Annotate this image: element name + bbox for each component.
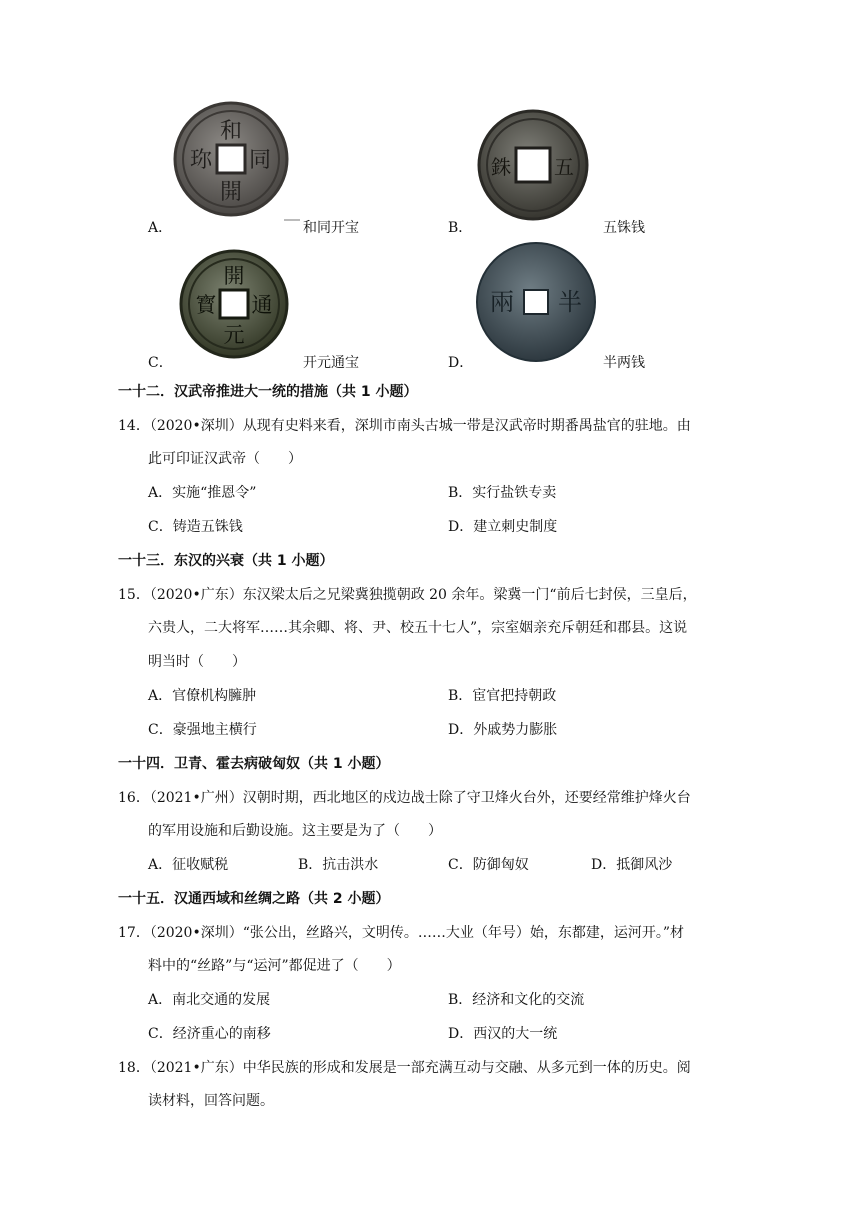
question-18-line-1: 18．（2021•广东）中华民族的形成和发展是一部充满互动与交融、从多元到一体的历史。阅: [118, 1060, 691, 1076]
section-heading: 一十三．东汉的兴衰（共 1 小题）: [118, 553, 334, 569]
section-heading: 一十五．汉通西域和丝绸之路（共 2 小题）: [118, 891, 390, 907]
question-15-option-a[interactable]: A．官僚机构臃肿: [148, 688, 257, 704]
question-17-option-b[interactable]: B．经济和文化的交流: [448, 992, 585, 1008]
option-c-letter[interactable]: C．: [148, 355, 173, 371]
coin-d-char-right: 半: [558, 288, 582, 316]
question-17-option-c[interactable]: C．经济重心的南移: [148, 1026, 271, 1042]
question-18-line-2: 读材料，回答问题。: [148, 1093, 274, 1109]
question-15-line-2: 六贵人，二大将军……其余卿、将、尹、校五十七人”，宗室姻亲充斥朝廷和郡县。这说: [148, 620, 688, 636]
section-heading: 一十四．卫青、霍去病破匈奴（共 1 小题）: [118, 756, 390, 772]
question-15-option-b[interactable]: B．宦官把持朝政: [448, 688, 557, 704]
option-b-caption: 五铢钱: [603, 220, 645, 236]
question-15-line-3: 明当时（ ）: [148, 654, 246, 670]
coin-image-a: [172, 100, 290, 218]
coin-c-char-bottom: 元: [223, 323, 245, 347]
coin-image-d: [474, 240, 598, 364]
question-17-line-1: 17．（2020•深圳）“张公出，丝路兴，文明传。……大业（年号）始，东都建，运河开。”材: [118, 925, 685, 941]
coin-d-char-left: 兩: [490, 288, 514, 316]
coin-a-char-right: 同: [248, 148, 272, 173]
question-15-option-c[interactable]: C．豪强地主横行: [148, 722, 257, 738]
coin-c-char-top: 開: [223, 264, 245, 288]
option-d-caption: 半两钱: [603, 355, 645, 371]
question-16-line-1: 16．（2021•广州）汉朝时期，西北地区的戍边战士除了守卫烽火台外，还要经常维护烽火台: [118, 790, 691, 806]
question-16-option-b[interactable]: B．抗击洪水: [298, 857, 379, 873]
question-14-option-c[interactable]: C．铸造五铢钱: [148, 519, 243, 535]
question-17-option-d[interactable]: D．西汉的大一统: [448, 1026, 558, 1042]
coin-a-char-top: 和: [219, 119, 243, 144]
question-17-line-2: 料中的“丝路”与“运河”都促进了（ ）: [148, 958, 401, 974]
question-15-line-1: 15．（2020•广东）东汉梁太后之兄梁冀独揽朝政 20 余年。梁冀一门“前后七封侯，三皇后，: [118, 587, 697, 603]
option-a-letter[interactable]: A．: [148, 220, 173, 236]
question-16-option-c[interactable]: C．防御匈奴: [448, 857, 529, 873]
coin-a-dash: [284, 219, 300, 221]
option-d-letter[interactable]: D．: [448, 355, 474, 371]
option-a-caption: 和同开宝: [303, 220, 359, 236]
option-b-letter[interactable]: B．: [448, 220, 473, 236]
coin-a-char-left: 珎: [189, 148, 213, 173]
coin-a-char-bottom: 開: [219, 180, 243, 205]
coin-image-b: [476, 108, 590, 222]
question-14-option-d[interactable]: D．建立刺史制度: [448, 519, 558, 535]
question-16-line-2: 的军用设施和后勤设施。这主要是为了（ ）: [148, 823, 442, 839]
question-14-line-1: 14．（2020•深圳）从现有史料来看，深圳市南头古城一带是汉武帝时期番禺盐官的驻地。由: [118, 418, 691, 434]
question-16-option-a[interactable]: A．征收赋税: [148, 857, 229, 873]
option-c-caption: 开元通宝: [303, 355, 359, 371]
coin-b-char-left: 銖: [491, 155, 511, 179]
question-14-option-b[interactable]: B．实行盐铁专卖: [448, 485, 557, 501]
question-16-option-d[interactable]: D．抵御风沙: [591, 857, 673, 873]
question-15-option-d[interactable]: D．外戚势力膨胀: [448, 722, 558, 738]
coin-c-char-left: 寳: [195, 293, 217, 317]
coin-image-c: [178, 248, 290, 360]
coin-c-char-right: 通: [251, 293, 273, 317]
section-heading: 一十二．汉武帝推进大一统的措施（共 1 小题）: [118, 384, 418, 400]
coin-b-char-right: 五: [554, 155, 574, 179]
question-17-option-a[interactable]: A．南北交通的发展: [148, 992, 271, 1008]
question-14-line-2: 此可印证汉武帝（ ）: [148, 451, 302, 467]
question-14-option-a[interactable]: A．实施“推恩令”: [148, 485, 257, 501]
